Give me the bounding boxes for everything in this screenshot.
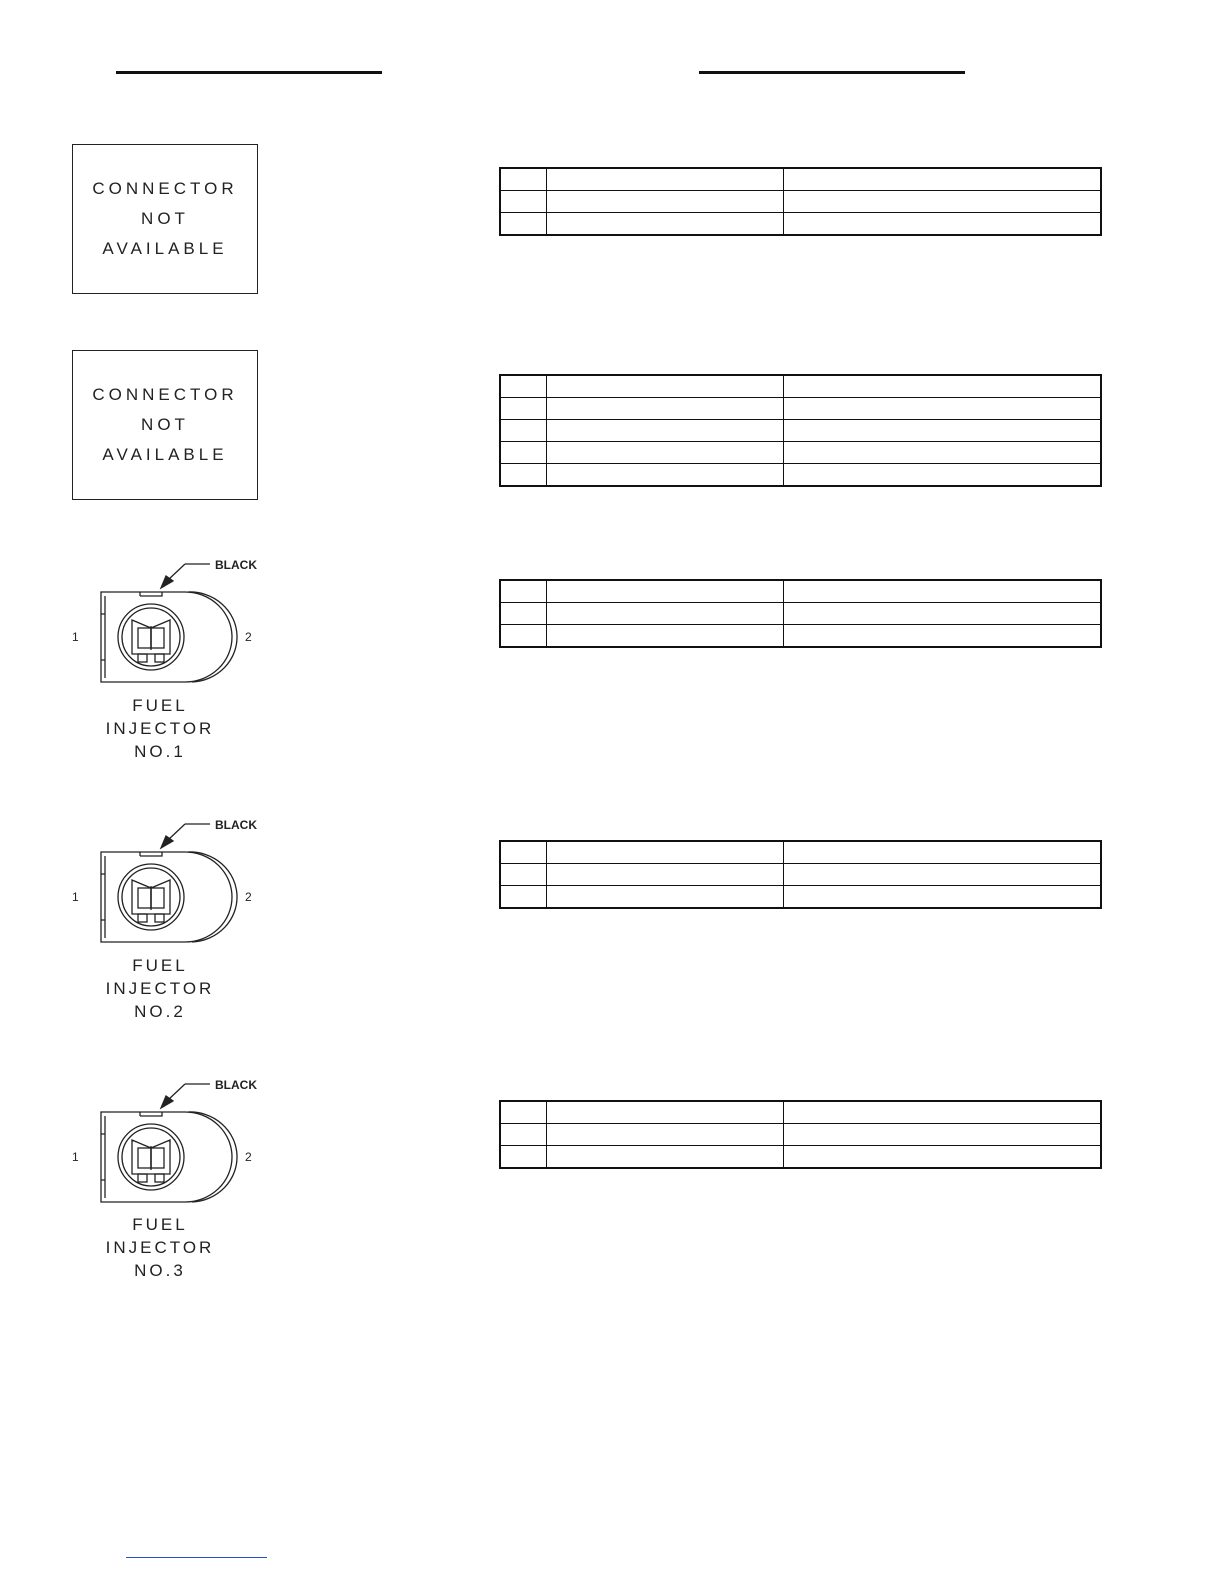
pin-table [499,840,1102,909]
pin-table [499,374,1102,487]
table-row [500,398,1101,420]
header-rule-left [116,71,382,74]
table-row [500,420,1101,442]
table-row [500,168,1101,191]
connector-name [100,954,220,1023]
pin-label-left: 1 [72,890,79,904]
fuel-injector-connector-drawing [60,1070,260,1205]
na-line-1: CONNECTOR [92,385,238,404]
table-row [500,1101,1101,1124]
connector-name [100,1213,220,1282]
pin-table [499,579,1102,648]
connector-name-line: INJECTOR [105,1238,215,1257]
connector-name-line: FUEL [132,956,188,975]
footer-link[interactable] [126,1557,267,1558]
color-label: BLACK [215,1078,257,1092]
na-line-1: CONNECTOR [92,179,238,198]
table-row [500,864,1101,886]
connector-name-line: FUEL [132,1215,188,1234]
pin-label-left: 1 [72,1150,79,1164]
na-line-3: AVAILABLE [102,445,228,464]
table-row [500,841,1101,864]
connector-name-line: NO.2 [134,1002,186,1021]
table-row [500,1124,1101,1146]
connector-name-line: INJECTOR [105,719,215,738]
table-row [500,580,1101,603]
connector-not-available-box [72,144,258,294]
color-label: BLACK [215,818,257,832]
pin-label-right: 2 [245,1150,252,1164]
pin-label-right: 2 [245,630,252,644]
table-row [500,375,1101,398]
table-row [500,442,1101,464]
na-line-3: AVAILABLE [102,239,228,258]
connector-name-line: NO.1 [134,742,186,761]
na-line-2: NOT [141,209,189,228]
color-label: BLACK [215,558,257,572]
table-row [500,886,1101,909]
table-row [500,1146,1101,1169]
fuel-injector-connector-drawing [60,550,260,685]
pin-table [499,1100,1102,1169]
connector-not-available-box [72,350,258,500]
connector-name-line: INJECTOR [105,979,215,998]
header-rule-right [699,71,965,74]
table-row [500,191,1101,213]
connector-name-line: NO.3 [134,1261,186,1280]
fuel-injector-connector-drawing [60,810,260,945]
connector-name [100,694,220,763]
pin-label-left: 1 [72,630,79,644]
pin-table [499,167,1102,236]
connector-name-line: FUEL [132,696,188,715]
table-row [500,213,1101,236]
table-row [500,603,1101,625]
table-row [500,625,1101,648]
pin-label-right: 2 [245,890,252,904]
na-line-2: NOT [141,415,189,434]
table-row [500,464,1101,487]
